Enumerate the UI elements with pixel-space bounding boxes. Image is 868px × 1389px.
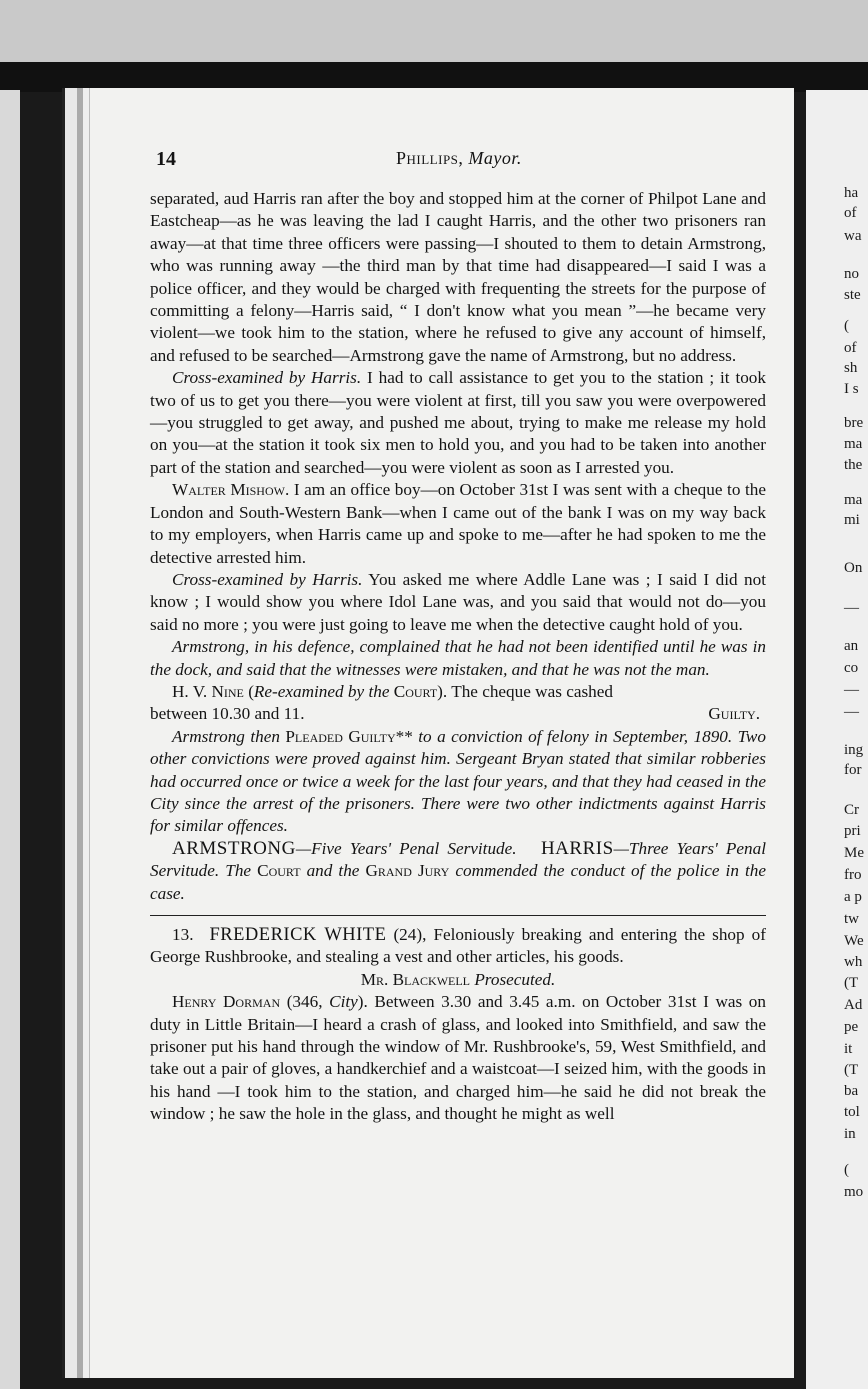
facing-page-fragment: [806, 90, 868, 1389]
facing-page-text: (: [844, 318, 849, 334]
facing-page-text: mi: [844, 512, 860, 528]
facing-page-text: —: [844, 704, 859, 720]
facing-page-text: bre: [844, 415, 864, 431]
facing-page-text: Me: [844, 845, 864, 861]
book-page: [90, 88, 794, 1378]
facing-page-text: of: [844, 340, 857, 356]
facing-page-text: mo: [844, 1184, 864, 1200]
facing-page-text: ma: [844, 436, 863, 452]
facing-page-text: tw: [844, 911, 859, 927]
prosecutor-line: Mr. Blackwell Prosecuted.: [360, 969, 556, 989]
facing-page-text: a p: [844, 889, 862, 905]
facing-page-text: it: [844, 1041, 853, 1057]
facing-page-text: We: [844, 933, 864, 949]
facing-page-text: Ad: [844, 997, 863, 1013]
paragraph-re-examination: H. V. Nine (Re-examined by the Court). The cheque was cashed: [172, 681, 613, 701]
facing-page-text: ste: [844, 287, 861, 303]
facing-page-text: the: [844, 457, 863, 473]
facing-page-text: in: [844, 1126, 856, 1142]
facing-page-text: ing: [844, 742, 864, 758]
facing-page-text: pe: [844, 1019, 859, 1035]
facing-page-text: —: [844, 682, 859, 698]
facing-page-text: —: [844, 600, 859, 616]
facing-page-text: Cr: [844, 802, 859, 818]
facing-page-text: (T: [844, 975, 859, 991]
facing-page-text: (: [844, 1162, 849, 1178]
facing-page-text: co: [844, 660, 859, 676]
paragraph-previous-convictions: Armstrong then Pleaded Guilty** to a conviction of felony in September, 1890. Two other convictions were proved against him. Sergeant Bryan stated that similar robberies had occurred once or twice a week for the last four years, and that they had ceased in the City since the arrest of the prisoners. There were two other indictments against Harris for similar offences.: [150, 726, 766, 836]
facing-page-text: an: [844, 638, 859, 654]
verdict-line: between 10.30 and 11. Guilty.: [150, 703, 766, 725]
paragraph-witness-dorman: Henry Dorman (346, City). Between 3.30 and 3.45 a.m. on October 31st I was on duty in Little Britain—I heard a crash of glass, and looked into Smithfield, and saw the prisoner put his hand through the window of Mr. Rushbrooke's, 59, West Smithfield, and take out a pair of gloves, a handkerchief and a waistcoat—I seized him, with the goods in his hand —I took him to the station, and charged him—he said he did not break the window ; he saw the hole in the glass, and thought he might as well: [150, 992, 766, 1124]
facing-page-text: wa: [844, 228, 862, 244]
scan-background-left: [0, 90, 20, 1389]
case-heading: 13. FREDERICK WHITE (24), Feloniously breaking and entering the shop of George Rushbrooke, and stealing a vest and other articles, his goods.: [150, 925, 766, 967]
facing-page-text: ba: [844, 1083, 859, 1099]
running-head: Phillips, Mayor.: [396, 148, 522, 168]
paragraph-defence: Armstrong, in his defence, complained that he had not been identified until he was in the dock, and said that the witnesses were mistaken, and that he was not the man.: [150, 637, 766, 679]
verdict: Guilty.: [708, 704, 760, 724]
paragraph-cross-examination-2: Cross-examined by Harris. You asked me where Addle Lane was ; I said I did not know ; I would show you where Idol Lane was, and you said that would not do—you said no more ; you were just going to leave me when the detective caught hold of you.: [150, 569, 767, 634]
facing-page-text: sh: [844, 360, 858, 376]
paragraph-sentence: ARMSTRONG—Five Years' Penal Servitude. HARRIS—Three Years' Penal Servitude. The Court and the Grand Jury commended the conduct of the police in the case.: [150, 837, 766, 903]
facing-page-text: pri: [844, 823, 861, 839]
facing-page-text: tol: [844, 1104, 860, 1120]
facing-page-text: no: [844, 266, 859, 282]
page-number: 14: [156, 148, 176, 170]
paragraph-testimony: separated, aud Harris ran after the boy and stopped him at the corner of Philpot Lane and Eastcheap—as he was leaving the lad I caught Harris, and the other two prisoners ran away—at that time three officers were passing—I shouted to them to detain Armstrong, who was running away —the third man by that time had disappeared—I said I was a police officer, and they would be charged with frequenting the streets for the purpose of committing a felony—Harris said, “ I don't know what you mean ”—he became very violent—we took him to the station, where he refused to give any account of himself, and refused to be searched—Armstrong gave the name of Armstrong, but no address.: [150, 189, 766, 365]
paragraph-witness-mishow: Walter Mishow. I am an office boy—on October 31st I was sent with a cheque to the London and South-Western Bank—when I came out of the bank I was on my way back to my employers, when Harris came up and spoke to me—after he had spoken to me the detective arrested him.: [150, 480, 766, 567]
facing-page-text: ha: [844, 185, 859, 201]
facing-page-text: for: [844, 762, 862, 778]
facing-page-text: of: [844, 205, 857, 221]
section-divider: [150, 915, 766, 916]
facing-page-text: On: [844, 560, 863, 576]
paragraph-cross-examination: Cross-examined by Harris. I had to call assistance to get you to the station ; it took two of us to get you there—you were violent at first, till you saw you were overpowered—you struggled to get away, and pushed me about, trying to make me release my hold on you—at the station it took six men to hold you, and you had to be taken into another part of the station and searched—you were violent as soon as I arrested you.: [150, 368, 766, 477]
page-body: [150, 188, 766, 1126]
facing-page-text: fro: [844, 867, 862, 883]
facing-page-text: I s: [844, 381, 859, 397]
facing-page-text: (T: [844, 1062, 859, 1078]
facing-page-text: ma: [844, 492, 863, 508]
scan-background-top: [0, 0, 868, 70]
page-header: [156, 148, 766, 178]
facing-page-text: wh: [844, 954, 863, 970]
